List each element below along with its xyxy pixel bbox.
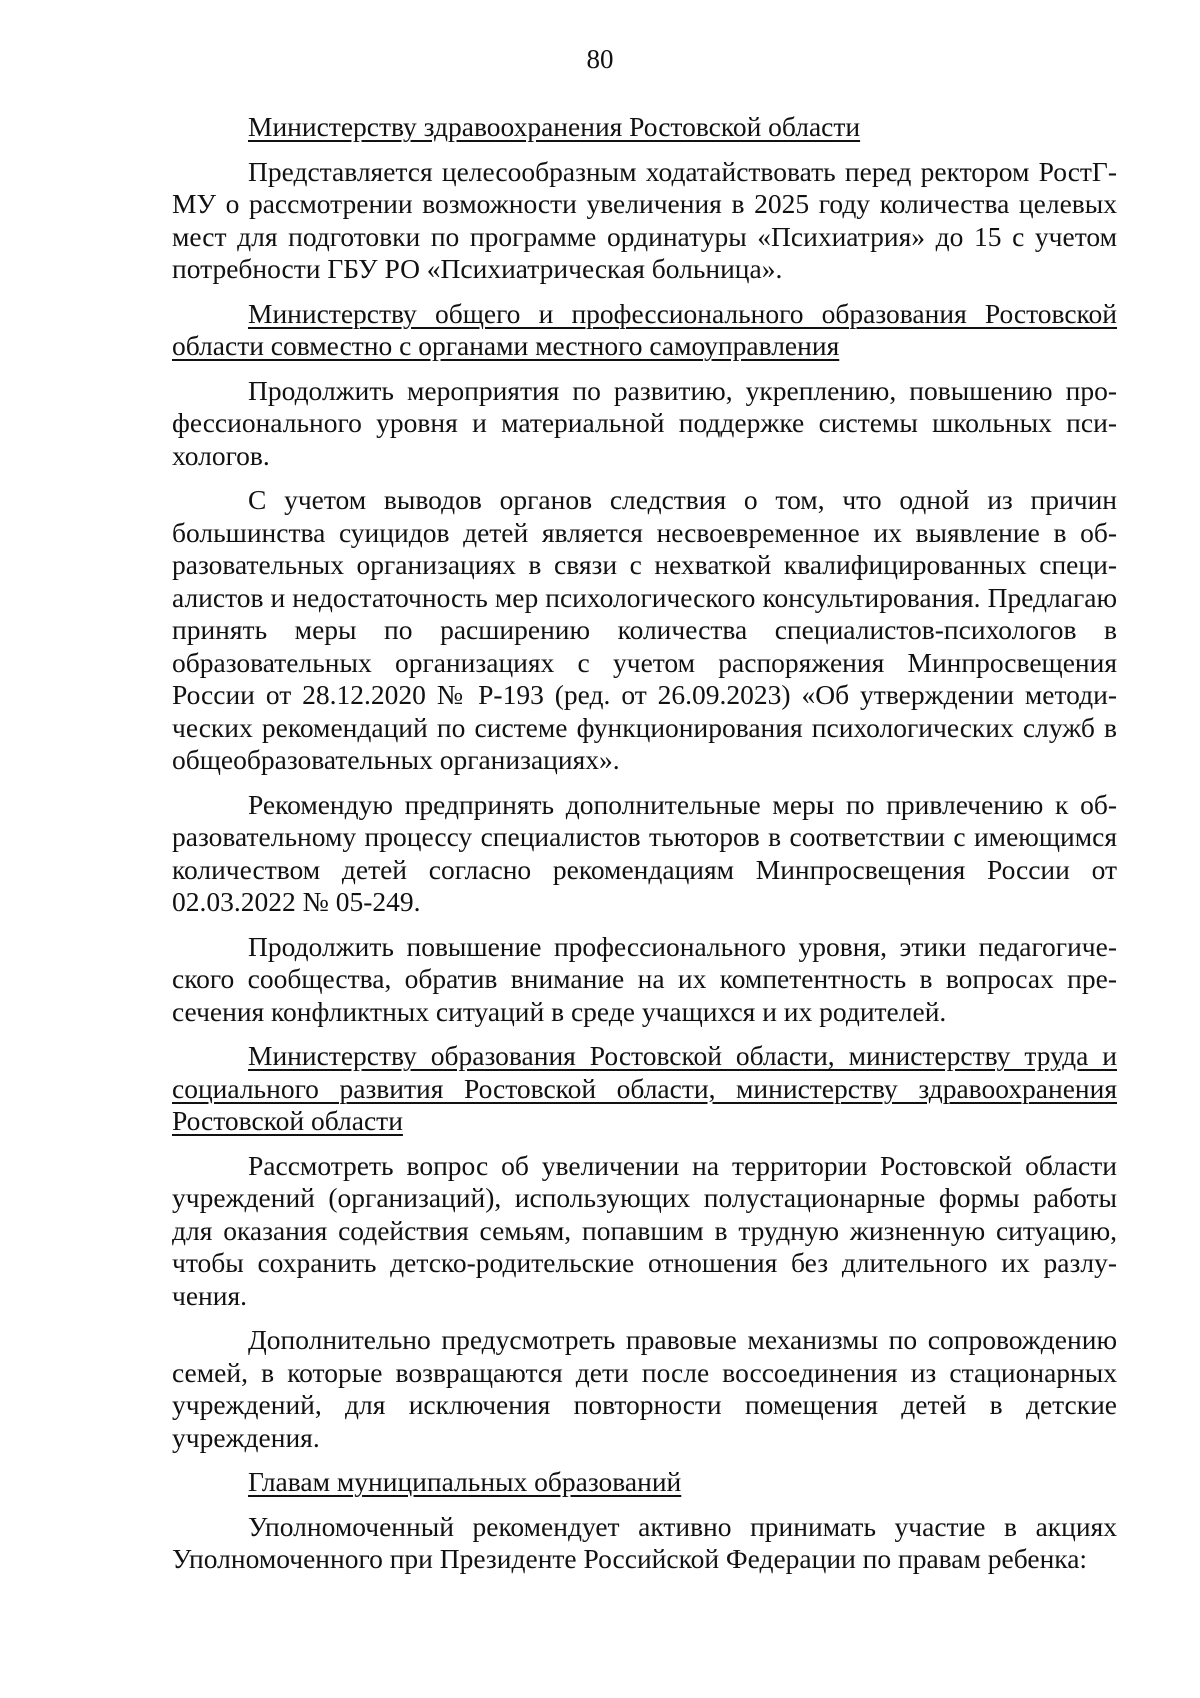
section-heading-joint-ministries: Министерству образования Ростовской области, министерству труда и социального развития Ростовской области, министерству здравоохранения Ростовской области <box>172 1040 1117 1136</box>
paragraph: Рассмотреть вопрос об увеличении на территории Ростовской области учреждений (организаций), использующих полустационарные формы работы для оказания содействия семьям, попавшим в трудную жизненную ситуацию, чтобы сохранить детско-родительские отношения без длительного их разлучения. <box>172 1149 1117 1311</box>
paragraph: Уполномоченный рекомендует активно принимать участие в акциях Уполномоченного при Президенте Российской Федерации по правам ребенка: <box>172 1510 1117 1574</box>
paragraph: Представляется целесообразным ходатайствовать перед ректором РостГ-МУ о рассмотрении возможности увеличения в 2025 году количества целевых мест для подготовки по программе ординатуры «Психиатрия» до 15 с учетом потребности ГБУ РО «Психиатрическая больница». <box>172 155 1117 284</box>
paragraph: Рекомендую предпринять дополнительные меры по привлечению к образовательному процессу специалистов тьюторов в соответствии с имеющимся количеством детей согласно рекомендациям Минпросвещения России от 02.03.2022 № 05-249. <box>172 788 1117 917</box>
paragraph: С учетом выводов органов следствия о том, что одной из причин большинства суицидов детей является несвоевременное их выявление в образовательных организациях в связи с нехваткой квалифицированных специалистов и недостаточность мер психологического консультирования. Предлагаю принять меры по расширению количества специалистов-психологов в образовательных организациях с учетом распоряжения Минпросвещения России от 28.12.2020 № Р-193 (ред. от 26.09.2023) «Об утверждении методических рекомендаций по системе функционирования психологических служб в общеобразовательных организациях». <box>172 484 1117 775</box>
section-heading-health-ministry: Министерству здравоохранения Ростовской области <box>248 111 861 142</box>
paragraph: Продолжить мероприятия по развитию, укреплению, повышению профессионального уровня и материальной поддержке системы школьных психологов. <box>172 374 1117 471</box>
section-heading-municipal-heads: Главам муниципальных образований <box>248 1466 682 1497</box>
section-heading-education-ministry: Министерству общего и профессионального образования Ростовской области совместно с органами местного самоуправления <box>172 297 1117 361</box>
paragraph: Продолжить повышение профессионального уровня, этики педагогического сообщества, обратив внимание на их компетентность в вопросах пресечения конфликтных ситуаций в среде учащихся и их родителей. <box>172 930 1117 1027</box>
document-body <box>172 111 1117 1588</box>
paragraph: Дополнительно предусмотреть правовые механизмы по сопровождению семей, в которые возвращаются дети после воссоединения из стационарных учреждений, для исключения повторности помещения детей в детские учреждения. <box>172 1324 1117 1453</box>
page-number: 80 <box>586 44 614 74</box>
